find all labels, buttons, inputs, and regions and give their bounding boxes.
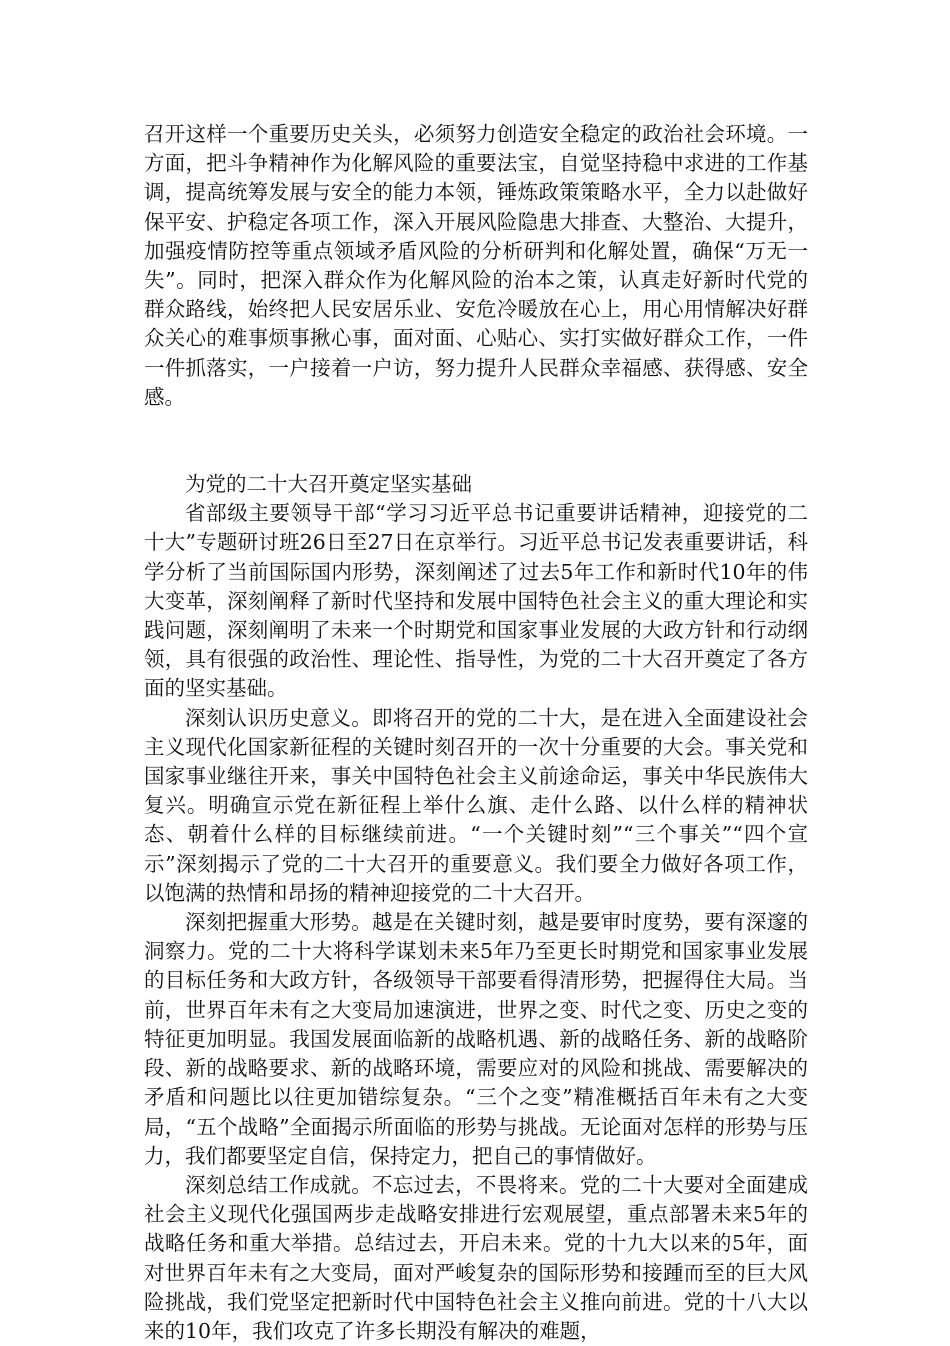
paragraph-intro: 省部级主要领导干部“学习习近平总书记重要讲话精神，迎接党的二十大”专题研讨班26日至27日在京举行。习近平总书记发表重要讲话，科学分析了当前国际国内形势，深刻阐述了过去5年工作和新时代10年的伟大变革，深刻阐释了新时代坚持和发展中国特色社会主义的重大理论和实践问题，深刻阐明了未来一个时期党和国家事业发展的大政方针和行动纲领，具有很强的政治性、理论性、指导性，为党的二十大召开奠定了各方面的坚实基础。	[144, 501, 808, 701]
opening-paragraph: 召开这样一个重要历史关头，必须努力创造安全稳定的政治社会环境。一方面，把斗争精神作为化解风险的重要法宝，自觉坚持稳中求进的工作基调，提高统筹发展与安全的能力本领，锤炼政策策略水平，全力以赴做好保平安、护稳定各项工作，深入开展风险隐患大排查、大整治、大提升，加强疫情防控等重点领域矛盾风险的分析研判和化解处置，确保“万无一失”。同时，把深入群众作为化解风险的治本之策，认真走好新时代党的群众路线，始终把人民安居乐业、安危冷暖放在心上，用心用情解决好群众关心的难事烦事揪心事，面对面、心贴心、实打实做好群众工作，一件一件抓落实，一户接着一户访，努力提升人民群众幸福感、获得感、安全感。	[144, 122, 808, 409]
section-heading: 为党的二十大召开奠定坚实基础	[185, 472, 472, 497]
paragraph-situation: 深刻把握重大形势。越是在关键时刻，越是要审时度势，要有深邃的洞察力。党的二十大将科学谋划未来5年乃至更长时期党和国家事业发展的目标任务和大政方针，各级领导干部要看得清形势，把握得住大局。当前，世界百年未有之大变局加速演进，世界之变、时代之变、历史之变的特征更加明显。我国发展面临新的战略机遇、新的战略任务、新的战略阶段、新的战略要求、新的战略环境，需要应对的风险和挑战、需要解决的矛盾和问题比以往更加错综复杂。“三个之变”精准概括百年未有之大变局，“五个战略”全面揭示所面临的形势与挑战。无论面对怎样的形势与压力，我们都要坚定自信，保持定力，把自己的事情做好。	[144, 910, 808, 1168]
document-body	[144, 120, 808, 1346]
paragraph-history: 深刻认识历史意义。即将召开的党的二十大，是在进入全面建设社会主义现代化国家新征程的关键时刻召开的一次十分重要的大会。事关党和国家事业继往开来，事关中国特色社会主义前途命运，事关中华民族伟大复兴。明确宣示党在新征程上举什么旗、走什么路、以什么样的精神状态、朝着什么样的目标继续前进。“一个关键时刻”“三个事关”“四个宣示”深刻揭示了党的二十大召开的重要意义。我们要全力做好各项工作，以饱满的热情和昂扬的精神迎接党的二十大召开。	[144, 705, 808, 905]
section-gap	[144, 412, 808, 470]
paragraph-achievements: 深刻总结工作成就。不忘过去，不畏将来。党的二十大要对全面建成社会主义现代化强国两步走战略安排进行宏观展望，重点部署未来5年的战略任务和重大举措。总结过去，开启未来。党的十九大以来的5年，面对世界百年未有之大变局，面对严峻复杂的国际形势和接踵而至的巨大风险挑战，我们党坚定把新时代中国特色社会主义推向前进。党的十八大以来的10年，我们攻克了许多长期没有解决的难题，	[144, 1172, 808, 1343]
